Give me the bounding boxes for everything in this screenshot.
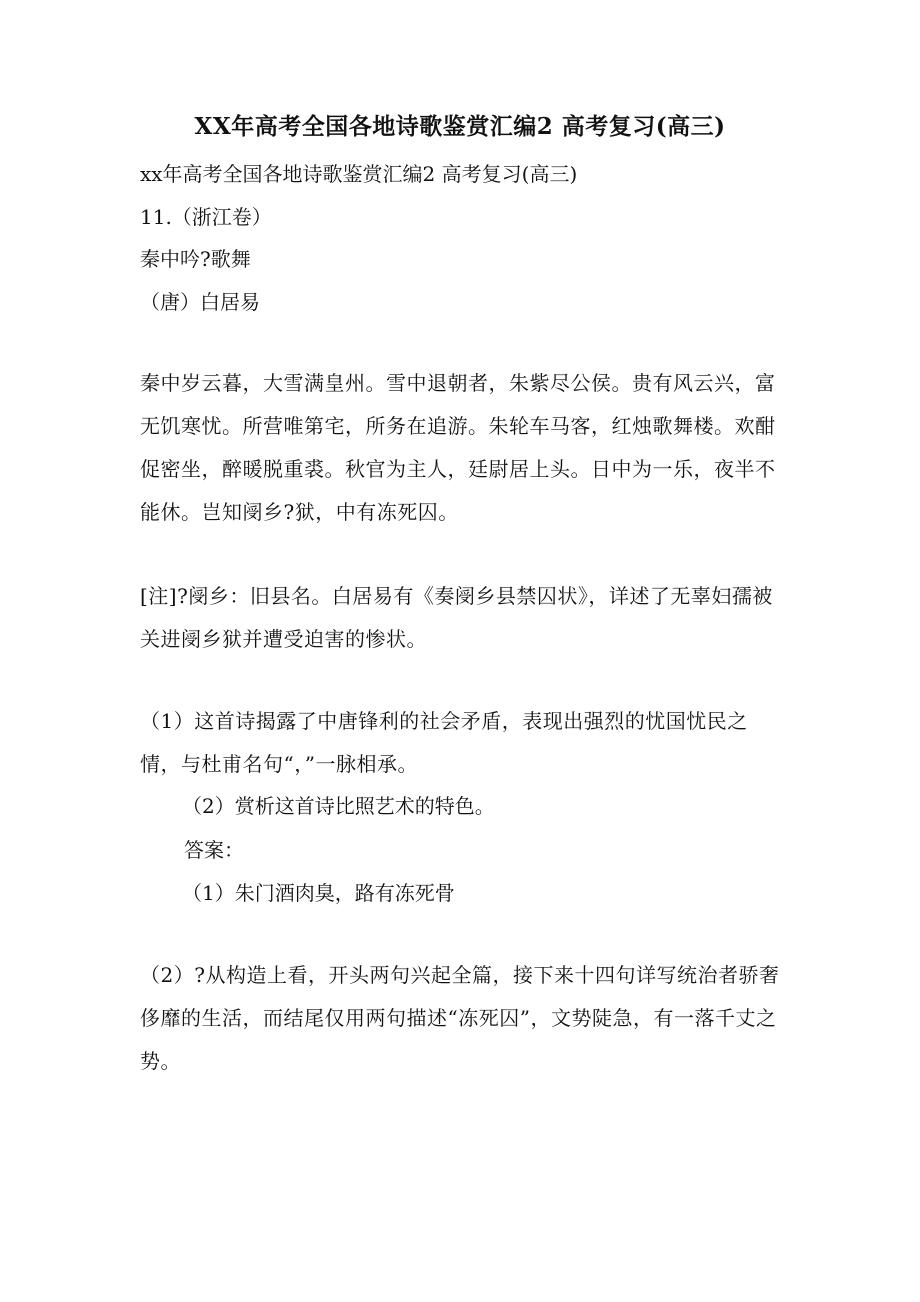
note-paragraph: [注]?阌乡：旧县名。白居易有《奏阌乡县禁囚状》，详述了无辜妇孺被关进阌乡狱并遭受迫害的惨状。 — [140, 584, 773, 651]
poem-body: 秦中岁云暮，大雪满皇州。雪中退朝者，朱紫尽公侯。贵有风云兴，富无饥寒忧。所营唯第宅，所务在追游。朱轮车马客，红烛歌舞楼。欢酣促密坐，醉暖脱重裘。秋官为主人，廷尉居上头。日中为一乐，夜半不能休。岂知阌乡?狱，中有冻死囚。 — [140, 371, 776, 524]
question-1: （1）这首诗揭露了中唐锋利的社会矛盾，表现出强烈的忧国忧民之情，与杜甫名句“，”一脉相承。 — [140, 709, 748, 776]
poem-author: （唐）白居易 — [140, 290, 260, 314]
poem-title: 秦中吟?歌舞 — [140, 247, 251, 271]
answer-1: （1）朱门酒肉臭，路有冻死骨 — [182, 881, 455, 905]
answer-label: 答案： — [184, 838, 244, 862]
question-number: 11.（浙江卷） — [140, 205, 272, 229]
answer-2: （2）?从构造上看，开头两句兴起全篇，接下来十四句详写统治者骄奢侈靡的生活，而结尾仅用两句描述“冻死囚”，文势陡急，有一落千丈之势。 — [140, 963, 780, 1073]
question-2: （2）赏析这首诗比照艺术的特色。 — [182, 794, 495, 818]
subtitle: xx年高考全国各地诗歌鉴赏汇编2 高考复习(高三) — [140, 162, 578, 186]
page-title: XX年高考全国各地诗歌鉴赏汇编2 高考复习(高三) — [194, 113, 726, 140]
